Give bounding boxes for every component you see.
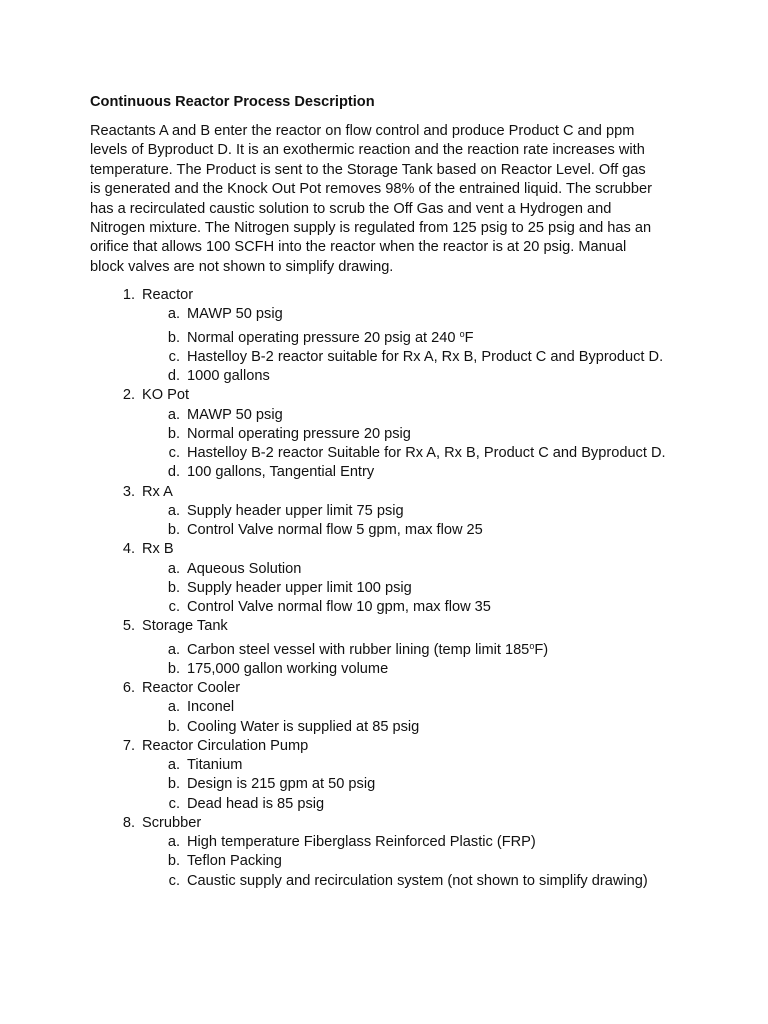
sub-list-item — [90, 718, 710, 737]
sub-list-item-letter: c. — [168, 348, 180, 365]
list-item — [90, 617, 710, 636]
sub-list-item-letter: a. — [167, 502, 180, 519]
degree-superscript: o — [529, 640, 535, 651]
sub-list-item-letter: a. — [167, 641, 180, 658]
list-item-number: 4. — [122, 541, 135, 558]
sub-list-item-letter: b. — [167, 425, 180, 442]
sub-list-item-letter: c. — [168, 872, 180, 889]
intro-line: Nitrogen mixture. The Nitrogen supply is regulated from 125 psig to 25 psig and has an — [90, 220, 652, 237]
sub-list-item-text: Design is 215 gpm at 50 psig — [187, 776, 376, 793]
sub-list-item — [90, 502, 710, 521]
degree-superscript: o — [459, 328, 465, 339]
sub-list-item — [90, 406, 710, 425]
sub-list-item-text: Aqueous Solution — [187, 560, 302, 577]
intro-line: block valves are not shown to simplify drawing. — [90, 258, 394, 275]
list-item-label: Reactor Circulation Pump — [142, 737, 309, 754]
list-item-label: Rx A — [142, 483, 173, 500]
sub-list-item-letter: c. — [168, 599, 180, 615]
sub-list-item-suffix: F — [464, 329, 474, 346]
sub-list-item-text: Control Valve normal flow 5 gpm, max flow 25 — [187, 522, 483, 538]
sub-list-item-text: 1000 gallons — [187, 368, 270, 384]
sub-list-item-letter: b. — [167, 579, 180, 596]
sub-list-item-letter: c. — [168, 445, 180, 461]
sub-list-item-letter: b. — [167, 718, 180, 735]
list-item-number: 3. — [122, 483, 135, 500]
list-item — [90, 814, 710, 833]
list-item — [90, 386, 710, 405]
list-item-number: 6. — [122, 680, 135, 696]
sub-list-item-letter: d. — [167, 464, 180, 481]
sub-list-item — [90, 348, 710, 367]
sub-list-item — [90, 775, 710, 794]
list-item-label: Storage Tank — [142, 618, 228, 635]
spec-list — [90, 286, 710, 891]
sub-list-item — [90, 698, 710, 717]
list-item — [90, 737, 710, 756]
sub-list-item — [90, 463, 710, 482]
sub-list-item — [90, 579, 710, 598]
list-item — [90, 286, 710, 305]
sub-list-item-text: Hastelloy B-2 reactor suitable for Rx A, Rx B, Product C and Byproduct D. — [187, 348, 664, 365]
sub-list-item — [90, 637, 710, 660]
list-item-label: Reactor — [142, 287, 194, 303]
sub-list-item-text: Hastelloy B-2 reactor Suitable for Rx A, Rx B, Product C and Byproduct D. — [187, 445, 666, 461]
sub-list-item — [90, 367, 710, 386]
intro-line: orifice that allows 100 SCFH into the reactor when the reactor is at 20 psig. Manual — [90, 239, 627, 256]
sub-list-item-text: High temperature Fiberglass Reinforced Plastic (FRP) — [187, 834, 536, 850]
sub-list-item-letter: a. — [167, 834, 180, 850]
sub-list-item — [90, 521, 710, 540]
sub-list-item-text: Teflon Packing — [187, 853, 282, 870]
sub-list-item — [90, 833, 710, 852]
sub-list-item — [90, 598, 710, 617]
sub-list-item — [90, 660, 710, 679]
list-item-number: 7. — [122, 737, 135, 754]
intro-line: levels of Byproduct D. It is an exothermic reaction and the reaction rate increases with — [90, 142, 645, 159]
sub-list-item — [90, 756, 710, 775]
sub-list-item-letter: b. — [167, 522, 180, 538]
list-item-label: Scrubber — [142, 814, 202, 831]
sub-list-item — [90, 444, 710, 463]
sub-list-item-letter: d. — [167, 368, 180, 384]
intro-line: Reactants A and B enter the reactor on flow control and produce Product C and ppm — [90, 123, 635, 139]
list-item-number: 8. — [122, 814, 135, 831]
sub-list-item-text: Supply header upper limit 100 psig — [187, 579, 412, 596]
list-item-label: KO Pot — [142, 387, 190, 404]
sub-list-item-letter: c. — [168, 795, 180, 812]
intro-line: has a recirculated caustic solution to scrub the Off Gas and vent a Hydrogen and — [90, 200, 612, 217]
sub-list-item-suffix: F) — [534, 641, 549, 658]
list-item-label: Rx B — [142, 541, 174, 558]
list-item — [90, 540, 710, 559]
sub-list-item — [90, 425, 710, 444]
intro-paragraph — [90, 122, 690, 277]
list-item-number: 2. — [122, 387, 135, 404]
sub-list-item-text: Dead head is 85 psig — [187, 795, 325, 812]
intro-line: temperature. The Product is sent to the Storage Tank based on Reactor Level. Off gas — [90, 161, 646, 178]
intro-line: is generated and the Knock Out Pot removes 98% of the entrained liquid. The scrubber — [90, 181, 652, 198]
sub-list-item-letter: a. — [167, 306, 180, 323]
sub-list-item-text: Normal operating pressure 20 psig — [187, 425, 411, 442]
sub-list-item — [90, 795, 710, 814]
sub-list-item-text: 175,000 gallon working volume — [187, 660, 389, 677]
list-item-number: 5. — [122, 618, 135, 635]
sub-list-item-letter: a. — [167, 757, 180, 773]
sub-list-item-letter: b. — [167, 853, 180, 870]
list-item — [90, 679, 710, 698]
sub-list-item — [90, 852, 710, 871]
sub-list-item-text: MAWP 50 psig — [187, 306, 283, 323]
sub-list-item-text: Control Valve normal flow 10 gpm, max flow 35 — [187, 599, 491, 615]
sub-list-item-letter: b. — [167, 329, 180, 346]
sub-list-item-text: MAWP 50 psig — [187, 406, 283, 423]
sub-list-item — [90, 560, 710, 579]
sub-list-item — [90, 305, 710, 324]
sub-list-item — [90, 325, 710, 348]
sub-list-item-text: Inconel — [187, 699, 235, 716]
sub-list-item-letter: b. — [167, 776, 180, 793]
sub-list-item-text: Carbon steel vessel with rubber lining (temp limit 185 — [187, 641, 530, 658]
sub-list-item-text: Supply header upper limit 75 psig — [187, 502, 404, 519]
sub-list-item-letter: b. — [167, 660, 180, 677]
sub-list-item-text: Cooling Water is supplied at 85 psig — [187, 718, 420, 735]
list-item-number: 1. — [122, 287, 135, 303]
sub-list-item-text: Caustic supply and recirculation system (not shown to simplify drawing) — [187, 872, 648, 889]
sub-list-item-letter: a. — [167, 560, 180, 577]
sub-list-item-text: Normal operating pressure 20 psig at 240 — [187, 329, 460, 346]
list-item — [90, 483, 710, 502]
sub-list-item-text: Titanium — [187, 757, 243, 773]
sub-list-item-letter: a. — [167, 699, 180, 716]
page-title: Continuous Reactor Process Description — [90, 94, 375, 110]
sub-list-item-text: 100 gallons, Tangential Entry — [187, 464, 375, 481]
sub-list-item-letter: a. — [167, 406, 180, 423]
list-item-label: Reactor Cooler — [142, 680, 241, 696]
sub-list-item — [90, 872, 710, 891]
